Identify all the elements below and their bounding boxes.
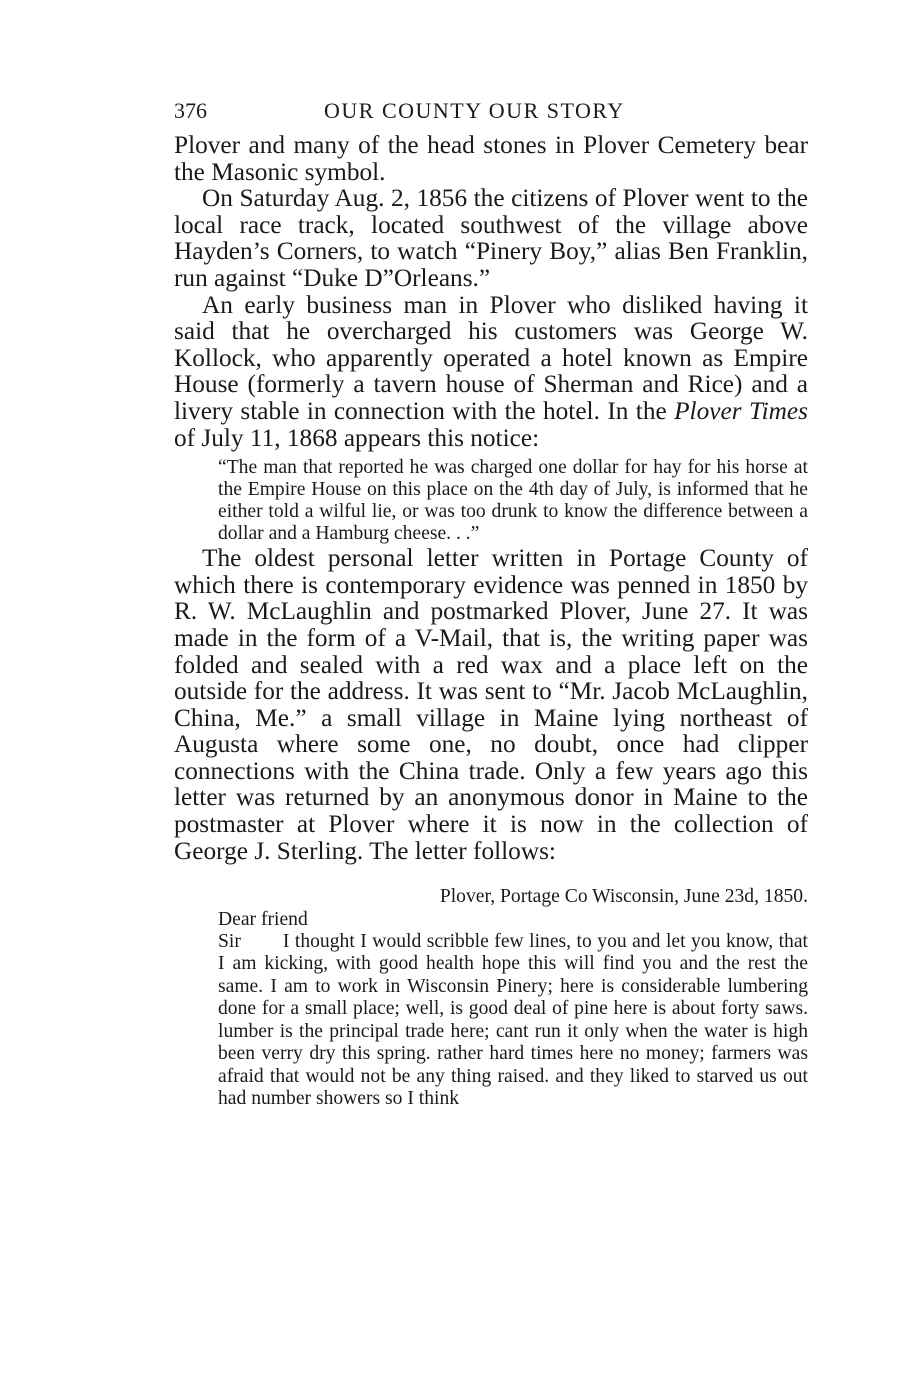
paragraph-kollock-text: An early business man in Plover who disliked having it said that he overcharged his customers was George W. Kollock, who apparently operated a hotel known as Empire House (formerly a tavern house of Sherman and Rice) and a livery stable in connection with the hotel. In the [174, 290, 808, 425]
paragraph-kollock-text-end: of July 11, 1868 appears this notice: [174, 423, 540, 452]
letter-opening: Sir [218, 931, 241, 953]
page-number: 376 [174, 98, 207, 123]
paragraph-kollock [174, 292, 808, 452]
newspaper-title: Plover Times [674, 396, 808, 425]
letter-body [218, 931, 808, 1110]
paragraph-oldest-letter: The oldest personal letter written in Portage County of which there is contemporary evidence was penned in 1850 by R. W. McLaughlin and postmarked Plover, June 27. It was made in the form of a V-Mail, that is, the writing paper was folded and sealed with a red wax and a place left on the outside for the address. It was sent to “Mr. Jacob McLaughlin, China, Me.” a small village in Maine lying northeast of Augusta where some one, no doubt, once had clipper connections with the China trade. Only a few years ago this letter was returned by an anonymous donor in Maine to the postmaster at Plover where it is now in the collection of George J. Sterling. The letter follows: [174, 544, 808, 865]
running-title: OUR COUNTY OUR STORY [324, 98, 625, 123]
letter-heading: Plover, Portage Co Wisconsin, June 23d, 1850. [439, 886, 808, 908]
letter [218, 886, 808, 1110]
book-page [174, 98, 808, 1110]
running-head [174, 98, 808, 132]
notice-quote: “The man that reported he was charged one dollar for hay for his horse at the Empire House on this place on the 4th day of July, is informed that he either told a wilful lie, or was too drunk to know the difference between a dollar and a Hamburg cheese. . .” [218, 457, 808, 545]
letter-salutation: Dear friend [218, 908, 308, 930]
paragraph-masonic: Plover and many of the head stones in Plover Cemetery bear the Masonic symbol. [174, 131, 808, 186]
paragraph-race-track: On Saturday Aug. 2, 1856 the citizens of Plover went to the local race track, located southwest of the village above Hayden’s Corners, to watch “Pinery Boy,” alias Ben Franklin, run against “Duke D”Orleans.” [174, 184, 808, 292]
letter-body-text: I thought I would scribble few lines, to you and let you know, that I am kicking, with good health hope this will find you and the rest the same. I am to work in Wisconsin Pinery; here is considerable lumbering done for a small place; well, is good deal of pine here is about forty saws. lumber is the principal trade here; cant run it only when the water is high been verry dry this spring. rather hard times here no money; farmers was afraid that would not be any thing raised. and they liked to starved us out had number showers so I think [218, 931, 808, 1109]
